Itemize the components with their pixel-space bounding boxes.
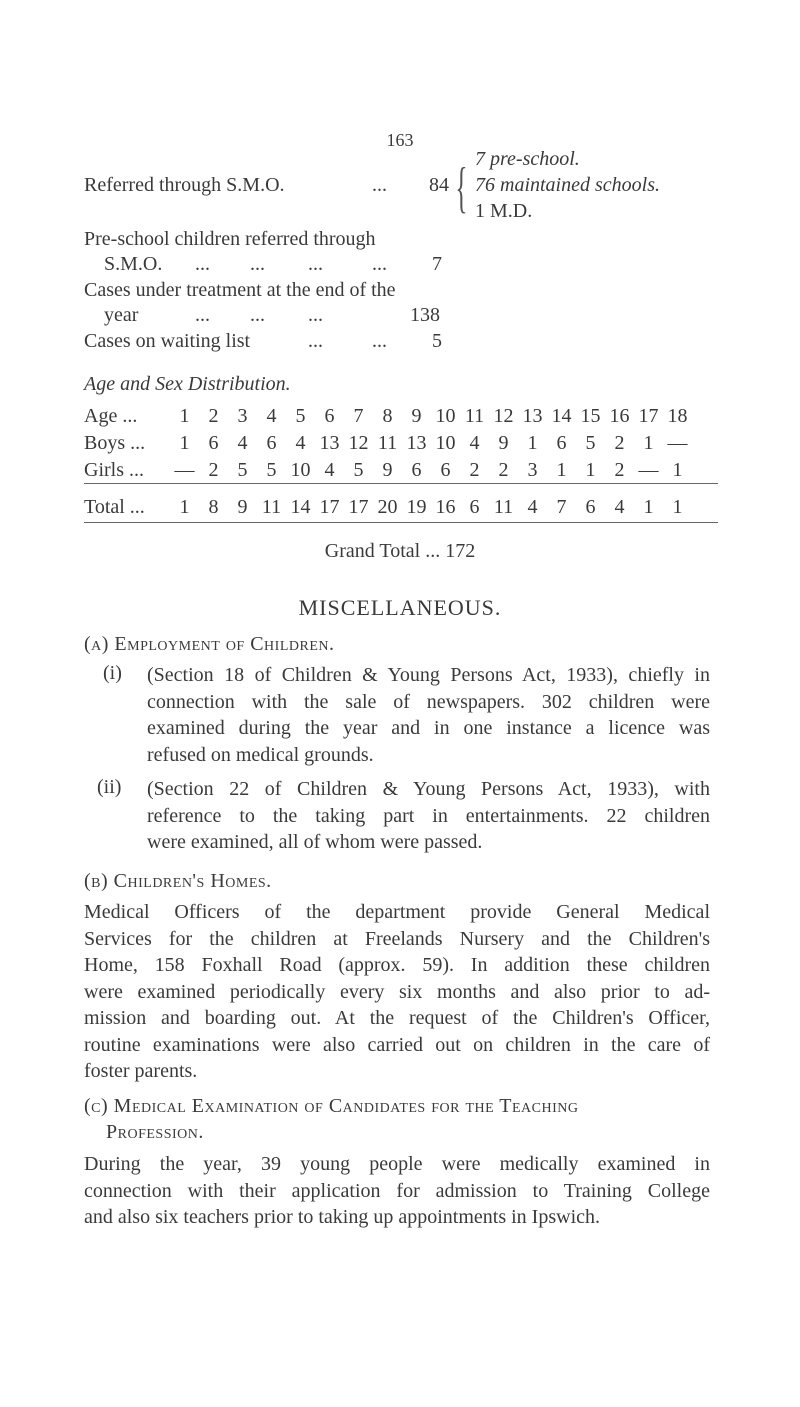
table-cell: 17 (348, 496, 369, 518)
miscellaneous-heading: MISCELLANEOUS. (298, 595, 502, 620)
table-cell: 6 (208, 432, 219, 454)
leaders: ... (308, 304, 323, 326)
table-cell: 1 (643, 496, 654, 518)
row-label: Total ... (84, 496, 145, 518)
table-cell: 2 (208, 405, 219, 427)
table-cell: 3 (527, 459, 538, 481)
table-cell: 6 (585, 496, 596, 518)
grand-total: Grand Total ... 172 (324, 540, 476, 562)
breakdown-maintained: 76 maintained schools. (475, 174, 660, 196)
table-cell: 6 (469, 496, 480, 518)
total-table (84, 494, 692, 521)
table-cell: 1 (672, 459, 683, 481)
table-cell: 11 (464, 405, 485, 427)
cases-treatment-value: 138 (410, 304, 440, 326)
table-cell: — (638, 459, 659, 481)
table-cell: 4 (527, 496, 538, 518)
table-cell: 17 (319, 496, 340, 518)
text-line: were examined periodically every six months and also prior to ad- (84, 980, 710, 1003)
table-cell: 20 (377, 496, 398, 518)
text-line: connection with their application for admission to Training College (84, 1179, 710, 1202)
row-label: Boys ... (84, 432, 146, 454)
table-cell: 12 (348, 432, 369, 454)
leaders: ... (372, 174, 387, 196)
table-cell: 7 (556, 496, 567, 518)
table-cell: 1 (585, 459, 596, 481)
brace-icon: { (455, 157, 468, 219)
text-line: (Section 22 of Children & Young Persons Act, 1933), with (147, 778, 710, 800)
table-cell: 5 (237, 459, 248, 481)
table-cell: 9 (237, 496, 248, 518)
table-cell: — (174, 459, 195, 481)
section-i-marker: (i) (103, 662, 122, 684)
text-line: Medical Officers of the department provide General Medical (84, 901, 710, 923)
distribution-heading: Age and Sex Distribution. (84, 373, 291, 395)
text-line: Services for the children at Freelands Nursery and the Children's (84, 927, 710, 950)
text-line: connection with the sale of newspapers. 302 children were (147, 690, 710, 713)
table-cell: 9 (498, 432, 509, 454)
table-cell: 6 (440, 459, 451, 481)
text-line: refused on medical grounds. (147, 743, 374, 766)
text-line: Home, 158 Foxhall Road (approx. 59). In addition these children (84, 954, 710, 976)
table-cell: 2 (614, 459, 625, 481)
waiting-list-value: 5 (432, 330, 442, 352)
text-line: During the year, 39 young people were medically examined in (84, 1153, 710, 1175)
table-cell: 5 (585, 432, 596, 454)
table-cell: 10 (435, 405, 456, 427)
table-cell: 2 (208, 459, 219, 481)
table-cell: 18 (667, 405, 688, 427)
table-row (84, 430, 692, 457)
leaders: ... (250, 304, 265, 326)
childrens-homes-text (84, 899, 710, 1085)
leaders: ... (372, 330, 387, 352)
preschool-label-1: Pre-school children referred through (84, 228, 376, 250)
preschool-label-2: S.M.O. (104, 253, 163, 275)
text-line: (Section 18 of Children & Young Persons Act, 1933), chiefly in (147, 664, 710, 686)
table-cell: 1 (527, 432, 538, 454)
table-cell: 4 (324, 459, 335, 481)
childrens-homes-heading: (b) Children's Homes. (84, 870, 272, 892)
table-cell: 14 (290, 496, 311, 518)
age-sex-table (84, 403, 692, 484)
text-line: reference to the taking part in entertainments. 22 children (147, 804, 710, 827)
leaders: ... (372, 253, 387, 275)
section-ii-text (147, 776, 710, 856)
table-cell: 4 (295, 432, 306, 454)
table-cell: 1 (179, 405, 190, 427)
text-line: were examined, all of whom were passed. (147, 831, 483, 853)
table-cell: 13 (406, 432, 427, 454)
page-number: 163 (386, 130, 414, 150)
table-cell: 2 (498, 459, 509, 481)
table-cell: 1 (556, 459, 567, 481)
waiting-list-label: Cases on waiting list (84, 330, 251, 352)
table-cell: 11 (493, 496, 514, 518)
table-cell: 19 (406, 496, 427, 518)
table-cell: 5 (353, 459, 364, 481)
table-cell: 6 (411, 459, 422, 481)
table-cell: — (667, 432, 688, 454)
section-ii-marker: (ii) (97, 776, 122, 798)
table-cell: 3 (237, 405, 248, 427)
table-cell: 1 (672, 496, 683, 518)
text-line: routine examinations were also carried out on children in the care of (84, 1033, 710, 1056)
text-line: mission and boarding out. At the request of the Children's Officer, (84, 1007, 710, 1029)
breakdown-preschool: 7 pre-school. (475, 148, 580, 170)
referred-smo-label: Referred through S.M.O. (84, 174, 285, 196)
table-cell: 4 (237, 432, 248, 454)
text-line: foster parents. (84, 1060, 198, 1082)
table-cell: 1 (179, 432, 190, 454)
table-cell: 13 (522, 405, 543, 427)
table-cell: 16 (435, 496, 456, 518)
table-cell: 10 (435, 432, 456, 454)
cases-treatment-label-2: year (104, 304, 139, 326)
breakdown-md: 1 M.D. (475, 200, 533, 222)
table-cell: 2 (614, 432, 625, 454)
section-i-text (147, 662, 710, 768)
leaders: ... (250, 253, 265, 275)
leaders: ... (308, 330, 323, 352)
table-cell: 4 (469, 432, 480, 454)
table-cell: 17 (638, 405, 659, 427)
table-cell: 5 (266, 459, 277, 481)
table-cell: 4 (614, 496, 625, 518)
table-cell: 12 (493, 405, 514, 427)
table-cell: 11 (261, 496, 282, 518)
table-rule-top (84, 483, 718, 484)
table-cell: 1 (643, 432, 654, 454)
table-cell: 1 (179, 496, 190, 518)
leaders: ... (195, 253, 210, 275)
table-cell: 11 (377, 432, 398, 454)
table-cell: 8 (382, 405, 393, 427)
table-cell: 2 (469, 459, 480, 481)
table-cell: 16 (609, 405, 630, 427)
table-cell: 7 (353, 405, 364, 427)
table-cell: 6 (324, 405, 335, 427)
cases-treatment-label-1: Cases under treatment at the end of the (84, 279, 396, 301)
table-row (84, 457, 692, 484)
leaders: ... (195, 304, 210, 326)
teaching-heading-2: Profession. (106, 1121, 204, 1143)
text-line: and also six teachers prior to taking up appointments in Ipswich. (84, 1206, 601, 1228)
preschool-value: 7 (432, 253, 442, 275)
table-cell: 4 (266, 405, 277, 427)
employment-heading: (a) Employment of Children. (84, 633, 335, 655)
table-cell: 5 (295, 405, 306, 427)
table-cell: 13 (319, 432, 340, 454)
table-rule-bottom (84, 522, 718, 523)
table-cell: 9 (411, 405, 422, 427)
table-row (84, 403, 692, 430)
row-label: Age ... (84, 405, 138, 427)
text-line: examined during the year and in one instance a licence was (147, 717, 710, 739)
leaders: ... (308, 253, 323, 275)
table-cell: 9 (382, 459, 393, 481)
table-cell: 6 (556, 432, 567, 454)
table-cell: 8 (208, 496, 219, 518)
teaching-text (84, 1151, 710, 1231)
row-label: Girls ... (84, 459, 144, 481)
table-cell: 6 (266, 432, 277, 454)
teaching-heading-1: (c) Medical Examination of Candidates for the Teaching (84, 1095, 579, 1117)
table-row (84, 494, 692, 521)
referred-smo-value: 84 (429, 174, 449, 196)
table-cell: 10 (290, 459, 311, 481)
table-cell: 15 (580, 405, 601, 427)
table-cell: 14 (551, 405, 572, 427)
